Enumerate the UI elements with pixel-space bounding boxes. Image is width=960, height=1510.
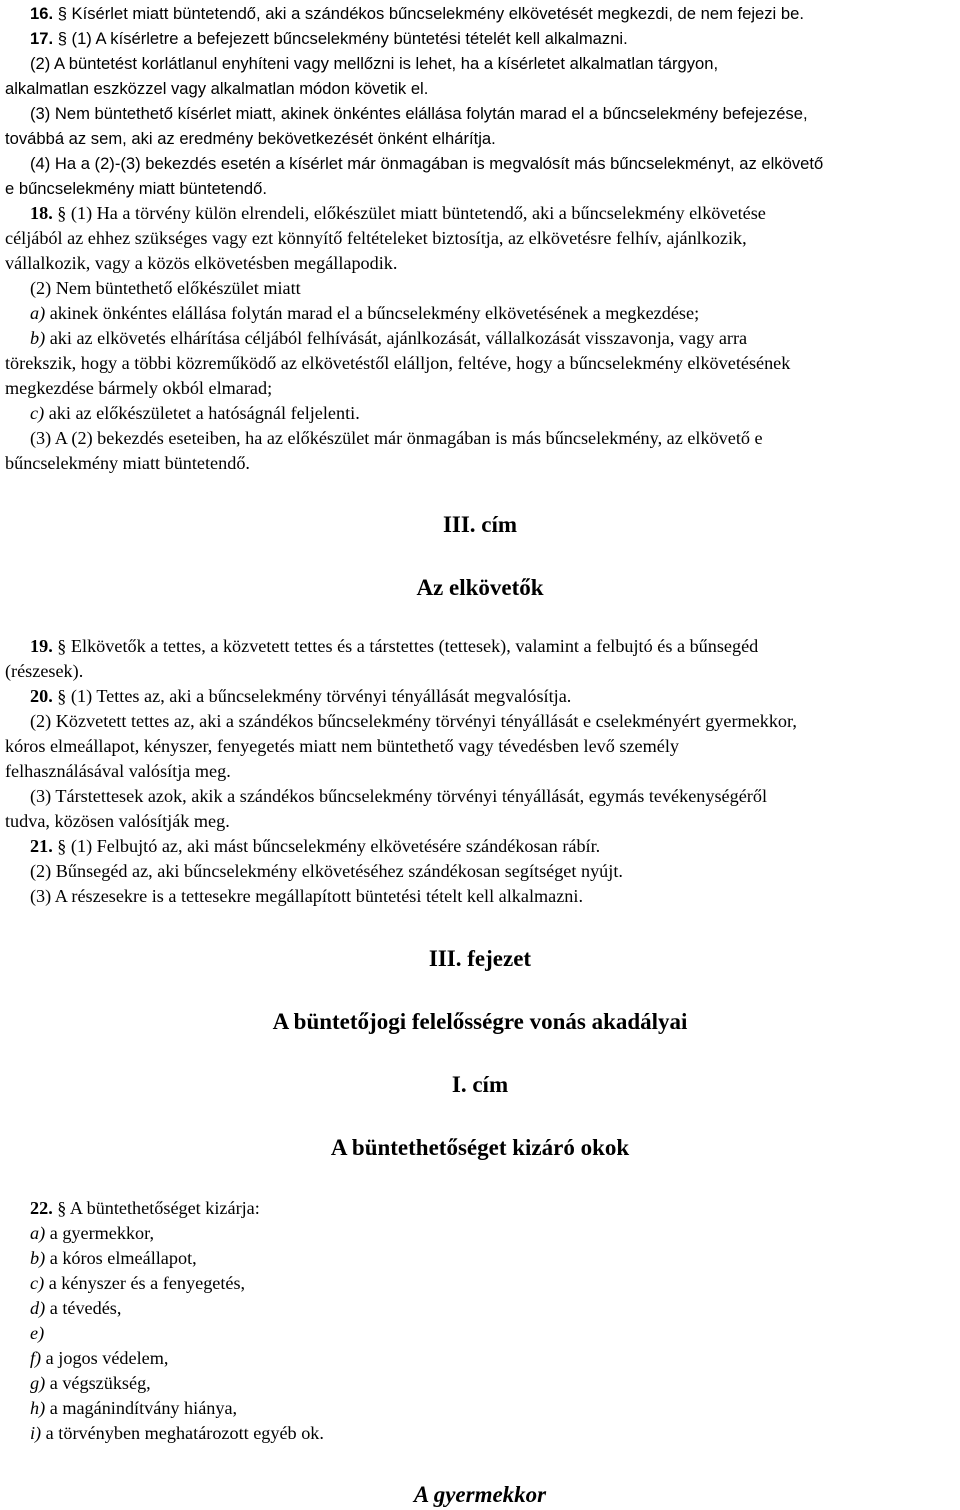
section-19 <box>30 634 955 659</box>
section-sign: § <box>57 636 67 656</box>
list-text: a végszükség, <box>45 1373 151 1393</box>
section-16 <box>30 1 955 26</box>
paragraph-line: vállalkozik, vagy a közös elkövetésben megállapodik. <box>5 253 398 273</box>
list-letter: d) <box>30 1298 46 1318</box>
list-text: aki az elkövetés elhárítása céljából felhívását, ajánlkozását, vállalkozását visszavonja, vagy arra <box>45 328 748 348</box>
paragraph-line: (4) Ha a (2)-(3) bekezdés esetén a kísérlet már önmagában is megvalósít más bűncselekményt, az elkövető <box>30 154 824 173</box>
part-title-heading: A büntetőjogi felelősségre vonás akadályai <box>272 1009 688 1034</box>
section-21 <box>30 834 955 859</box>
paragraph-text: A büntethetőséget kizárja: <box>66 1198 260 1218</box>
section-sign: § <box>57 836 67 856</box>
paragraph-line: (3) A (2) bekezdés eseteiben, ha az előkészület már önmagában is más bűncselekmény, az elkövető e <box>30 428 763 448</box>
part-heading: III. fejezet <box>428 946 532 971</box>
section-20 <box>30 684 955 709</box>
section-number: 17. <box>30 29 54 48</box>
section-sign: § <box>57 4 67 23</box>
list-text: a kényszer és a fenyegetés, <box>44 1273 246 1293</box>
section-number: 19. <box>30 636 53 656</box>
list-item <box>30 326 955 351</box>
paragraph-text: (1) A kísérletre a befejezett bűncselekmény büntetési tételét kell alkalmazni. <box>66 29 628 48</box>
list-text: aki az előkészületet a hatóságnál feljelenti. <box>44 403 360 423</box>
paragraph-text: Elkövetők a tettes, a közvetett tettes és a társtettes (tettesek), valamint a felbujtó és a bűnsegéd <box>66 636 759 656</box>
section-22 <box>30 1196 955 1221</box>
section-number: 22. <box>30 1198 53 1218</box>
list-item <box>30 1221 955 1246</box>
chapter-heading: I. cím <box>451 1072 509 1097</box>
section-sign: § <box>57 203 67 223</box>
list-letter: b) <box>30 1248 46 1268</box>
paragraph-line: (3) Társtettesek azok, akik a szándékos bűncselekmény törvényi tényállását, egymás tevékenységéről <box>30 786 768 806</box>
paragraph-line: (2) A büntetést korlátlanul enyhíteni vagy mellőzni is lehet, ha a kísérletet alkalmatlan tárgyon, <box>30 54 719 73</box>
list-text: a kóros elmeállapot, <box>45 1248 197 1268</box>
section-17 <box>30 26 955 51</box>
list-letter: e) <box>30 1323 45 1343</box>
list-item <box>30 1246 955 1271</box>
paragraph-line: (2) Nem büntethető előkészület miatt <box>30 278 301 298</box>
section-number: 21. <box>30 836 53 856</box>
list-item <box>30 1421 955 1446</box>
list-letter: c) <box>30 1273 45 1293</box>
chapter-heading: III. cím <box>442 512 518 537</box>
paragraph-line: kóros elmeállapot, kényszer, fenyegetés miatt nem büntethető vagy tévedésben levő személy <box>5 736 679 756</box>
list-letter: f) <box>30 1348 42 1368</box>
paragraph-line: (3) A részesekre is a tettesekre megállapított büntetési tételt kell alkalmazni. <box>30 886 583 906</box>
title-heading: A büntethetőséget kizáró okok <box>330 1135 630 1160</box>
paragraph-line: (3) Nem büntethető kísérlet miatt, akinek önkéntes elállása folytán marad el a bűncselekmény befejezése, <box>30 104 808 123</box>
paragraph-line: törekszik, hogy a többi közreműködő az elkövetéstől elálljon, feltéve, hogy a bűncselekmény elkövetésének <box>5 353 791 373</box>
list-item <box>30 1271 955 1296</box>
list-text: a jogos védelem, <box>41 1348 169 1368</box>
subtitle-heading: A gyermekkor <box>413 1482 547 1507</box>
paragraph-line: (részesek). <box>5 661 84 681</box>
paragraph-text: (1) Ha a törvény külön elrendeli, előkészület miatt büntetendő, aki a bűncselekmény elkövetése <box>66 203 766 223</box>
list-item <box>30 1371 955 1396</box>
list-text: a magánindítvány hiánya, <box>45 1398 238 1418</box>
paragraph-line: felhasználásával valósítja meg. <box>5 761 231 781</box>
paragraph-line: (2) Bűnsegéd az, aki bűncselekmény elkövetéséhez szándékosan segítséget nyújt. <box>30 861 623 881</box>
paragraph-line: tudva, közösen valósítják meg. <box>5 811 230 831</box>
paragraph-text: (1) Felbujtó az, aki mást bűncselekmény elkövetésére szándékosan rábír. <box>66 836 601 856</box>
paragraph-line: bűncselekmény miatt büntetendő. <box>5 453 250 473</box>
section-number: 20. <box>30 686 53 706</box>
section-sign: § <box>57 686 67 706</box>
list-text: a törvényben meghatározott egyéb ok. <box>41 1423 324 1443</box>
list-letter: g) <box>30 1373 46 1393</box>
paragraph-line: e bűncselekmény miatt büntetendő. <box>5 179 267 198</box>
paragraph-line: céljából az ehhez szükséges vagy ezt könnyítő feltételeket biztosítja, az elkövetésre felhív, ajánlkozik, <box>5 228 747 248</box>
list-letter: h) <box>30 1398 46 1418</box>
list-item <box>30 1321 955 1346</box>
list-item <box>30 1296 955 1321</box>
section-sign: § <box>57 29 67 48</box>
section-number: 16. <box>30 4 54 23</box>
list-letter: i) <box>30 1423 42 1443</box>
section-sign: § <box>57 1198 67 1218</box>
list-letter: b) <box>30 328 46 348</box>
title-heading: Az elkövetők <box>416 575 544 600</box>
list-item <box>30 1396 955 1421</box>
paragraph-line: megkezdése bármely okból elmarad; <box>5 378 273 398</box>
paragraph-line: továbbá az sem, aki az eredmény bekövetkezését önként elhárítja. <box>5 129 496 148</box>
list-letter: a) <box>30 1223 46 1243</box>
list-letter: c) <box>30 403 45 423</box>
section-18 <box>30 201 955 226</box>
list-letter: a) <box>30 303 46 323</box>
list-text: a gyermekkor, <box>45 1223 155 1243</box>
section-number: 18. <box>30 203 53 223</box>
list-item <box>30 1346 955 1371</box>
paragraph-line: alkalmatlan eszközzel vagy alkalmatlan módon követik el. <box>5 79 429 98</box>
list-item <box>30 401 955 426</box>
list-text: a tévedés, <box>45 1298 122 1318</box>
paragraph-line: (2) Közvetett tettes az, aki a szándékos bűncselekmény törvényi tényállását e cselekményért gyermekkor, <box>30 711 797 731</box>
paragraph-text: Kísérlet miatt büntetendő, aki a szándékos bűncselekmény elkövetését megkezdi, de nem fejezi be. <box>66 4 804 23</box>
list-item <box>30 301 955 326</box>
paragraph-text: (1) Tettes az, aki a bűncselekmény törvényi tényállását megvalósítja. <box>66 686 572 706</box>
list-text: akinek önkéntes elállása folytán marad el a bűncselekmény elkövetésének a megkezdése; <box>45 303 700 323</box>
